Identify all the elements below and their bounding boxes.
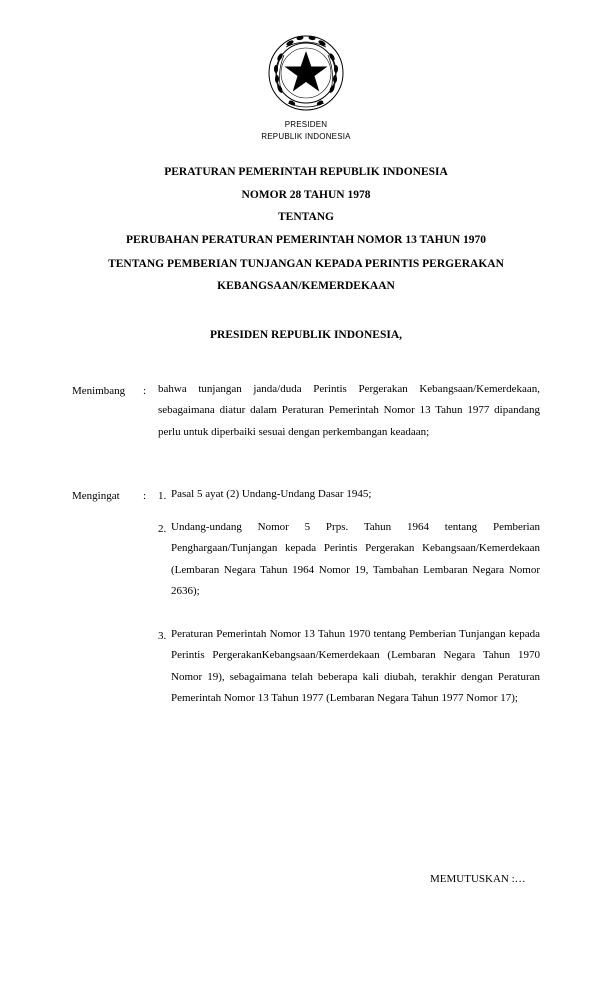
title-line-2: NOMOR 28 TAHUN 1978 — [241, 189, 371, 201]
mengingat-item-3-text: Peraturan Pemerintah Nomor 13 Tahun 1970 tentang Pemberian Tunjangan kepada Perintis PergerakanKebangsaan/Kemerdekaan (Lembaran Negara Tahun 1970 Nomor 19), sebagaimana telah beberapa kali diubah, terakhir dengan Peraturan Pemerintah Nomor 13 Tahun 1977 (Lembaran Negara Tahun 1977 Nomor 17); — [171, 628, 540, 704]
issuer-heading: PRESIDEN REPUBLIK INDONESIA, — [209, 329, 403, 341]
title-line-6: KEBANGSAAN/KEMERDEKAAN — [217, 280, 395, 292]
title-line-3: TENTANG — [277, 211, 335, 223]
mengingat-label: Mengingat — [72, 490, 120, 502]
mengingat-item-1-text: Pasal 5 ayat (2) Undang-Undang Dasar 1945; — [171, 488, 372, 500]
menimbang-label: Menimbang — [72, 385, 126, 397]
mengingat-item-2-text: Undang-undang Nomor 5 Prps. Tahun 1964 tentang Pemberian Penghargaan/Tunjangan kepada Perintis Pergerakan Kebangsaan/Kemerdekaan (Lembaran Negara Tahun 1964 Nomor 19, Tambahan Lembaran Negara Nomor 2636); — [171, 521, 540, 597]
menimbang-text: bahwa tunjangan janda/duda Perintis Pergerakan Kebangsaan/Kemerdekaan, sebagaimana diatur dalam Peraturan Pemerintah Nomor 13 Tahun 1977 dipandang perlu untuk diperbaiki sesuai dengan perkembangan keadaan; — [158, 383, 540, 438]
menimbang-colon: : — [143, 385, 147, 397]
mengingat-colon: : — [143, 490, 147, 502]
continuation-note: MEMUTUSKAN :… — [430, 873, 526, 885]
mengingat-item-1-number: 1. — [158, 490, 167, 502]
mengingat-item-3-number: 3. — [158, 630, 167, 642]
seal-caption-republic: REPUBLIK INDONESIA — [261, 132, 351, 141]
title-line-4: PERUBAHAN PERATURAN PEMERINTAH NOMOR 13 TAHUN 1970 — [125, 234, 487, 246]
mengingat-item-2-number: 2. — [158, 523, 167, 535]
title-line-1: PERATURAN PEMERINTAH REPUBLIK INDONESIA — [164, 166, 448, 178]
garuda-emblem-icon — [266, 33, 346, 113]
seal-caption-president: PRESIDEN — [284, 120, 328, 129]
title-line-5: TENTANG PEMBERIAN TUNJANGAN KEPADA PERINTIS PERGERAKAN — [108, 258, 504, 270]
